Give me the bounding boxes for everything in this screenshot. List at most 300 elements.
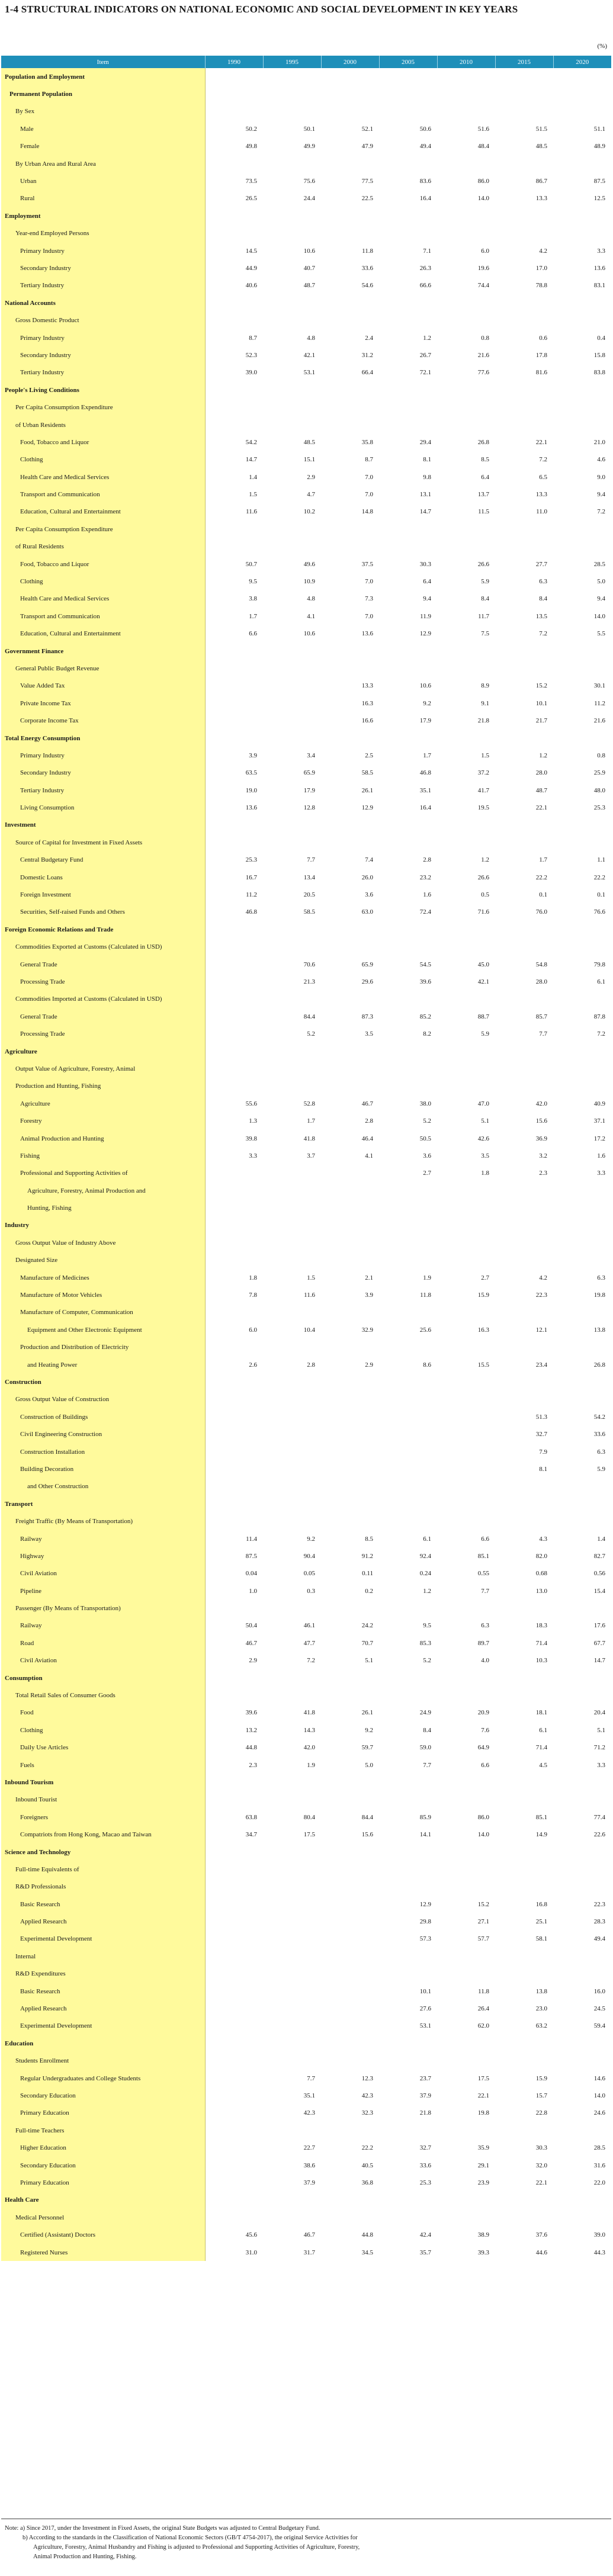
value-cell	[205, 817, 263, 834]
value-cell: 12.5	[593, 195, 605, 203]
value-cell: 59.4	[593, 2022, 605, 2030]
row-label: Female	[1, 138, 205, 155]
value-cell: 2.8	[365, 1117, 373, 1125]
table-row	[1, 677, 611, 695]
value-cell: 22.7	[303, 2144, 315, 2152]
value-cell	[437, 225, 495, 242]
value-cell	[437, 1060, 495, 1077]
value-cell: 2.3	[539, 1170, 547, 1177]
value-cell	[205, 1008, 263, 1025]
table-row	[1, 399, 611, 416]
row-label: Education, Cultural and Entertainment	[1, 503, 205, 521]
value-cell	[495, 834, 553, 851]
value-cell: 1.5	[481, 751, 489, 759]
value-cell	[263, 207, 321, 224]
value-cell: 22.1	[535, 804, 547, 812]
value-cell: 6.0	[481, 247, 489, 255]
value-cell: 5.2	[423, 1657, 431, 1665]
value-cell	[263, 294, 321, 311]
value-cell: 25.9	[593, 769, 605, 777]
value-cell: 16.3	[477, 1326, 489, 1334]
value-cell: 7.2	[539, 630, 547, 638]
value-cell: 2.4	[365, 334, 373, 342]
value-cell: 23.7	[419, 2074, 431, 2082]
value-cell: 0.2	[365, 1587, 373, 1595]
value-cell: 24.5	[593, 2005, 605, 2013]
row-label: Manufacture of Computer, Communication	[1, 1304, 205, 1321]
value-cell: 21.8	[477, 717, 489, 725]
value-cell: 31.7	[303, 2249, 315, 2256]
value-cell	[205, 695, 263, 712]
row-label: Living Consumption	[1, 799, 205, 816]
value-cell: 51.6	[477, 125, 489, 133]
value-cell	[379, 1478, 437, 1495]
value-cell	[553, 68, 611, 85]
value-cell	[321, 834, 379, 851]
row-label: Hunting, Fishing	[1, 1199, 205, 1216]
value-cell	[263, 225, 321, 242]
value-cell	[205, 1843, 263, 1861]
value-cell	[263, 85, 321, 102]
value-cell	[437, 1182, 495, 1199]
value-cell	[495, 225, 553, 242]
value-cell	[321, 2018, 379, 2035]
value-cell	[321, 416, 379, 433]
value-cell: 35.7	[419, 2249, 431, 2256]
row-label: Permanent Population	[1, 85, 205, 102]
value-cell	[205, 68, 263, 85]
value-cell	[495, 2192, 553, 2209]
table-row	[1, 1512, 611, 1530]
value-cell	[437, 207, 495, 224]
row-label: Clothing	[1, 573, 205, 590]
row-label: Secondary Industry	[1, 346, 205, 364]
value-cell	[437, 939, 495, 956]
value-cell	[321, 1774, 379, 1791]
value-cell: 26.0	[361, 873, 373, 881]
unit-label: (%)	[597, 43, 607, 50]
value-cell: 40.9	[593, 1100, 605, 1107]
table-row	[1, 503, 611, 521]
value-cell: 6.4	[423, 578, 431, 586]
value-cell	[205, 1861, 263, 1878]
value-cell	[205, 1199, 263, 1216]
value-cell	[553, 381, 611, 399]
value-cell	[379, 2192, 437, 2209]
value-cell	[495, 294, 553, 311]
value-cell	[379, 381, 437, 399]
value-cell: 17.9	[419, 717, 431, 725]
section-row	[1, 294, 611, 311]
value-cell: 3.3	[249, 1152, 257, 1159]
row-label: and Other Construction	[1, 1478, 205, 1495]
value-cell: 8.6	[423, 1361, 431, 1369]
value-cell	[205, 1512, 263, 1530]
value-cell: 30.3	[419, 560, 431, 568]
value-cell: 17.0	[535, 264, 547, 272]
value-cell: 1.1	[597, 856, 605, 864]
row-label: Secondary Industry	[1, 259, 205, 277]
value-cell	[205, 155, 263, 172]
value-cell: 57.3	[419, 1935, 431, 1943]
value-cell: 27.6	[419, 2005, 431, 2013]
value-cell	[437, 1948, 495, 1965]
value-cell	[205, 1443, 263, 1460]
value-cell	[205, 2053, 263, 2070]
value-cell: 52.8	[303, 1100, 315, 1107]
value-cell: 5.0	[365, 1761, 373, 1769]
value-cell: 6.1	[539, 1726, 547, 1734]
value-cell: 15.9	[477, 1292, 489, 1299]
value-cell: 19.8	[593, 1292, 605, 1299]
section-row	[1, 1843, 611, 1861]
value-cell: 85.1	[535, 1813, 547, 1821]
value-cell: 3.7	[307, 1152, 315, 1159]
table-row	[1, 172, 611, 189]
value-cell	[437, 2209, 495, 2226]
value-cell	[263, 1687, 321, 1704]
value-cell	[263, 1043, 321, 1060]
value-cell	[553, 1478, 611, 1495]
value-cell: 19.6	[477, 264, 489, 272]
value-cell	[321, 1861, 379, 1878]
value-cell	[495, 207, 553, 224]
value-cell	[495, 155, 553, 172]
value-cell	[495, 660, 553, 677]
value-cell	[553, 1687, 611, 1704]
value-cell	[321, 643, 379, 660]
value-cell: 4.6	[597, 456, 605, 464]
value-cell: 66.6	[419, 282, 431, 290]
value-cell	[495, 991, 553, 1008]
value-cell	[437, 538, 495, 555]
value-cell	[263, 677, 321, 695]
value-cell	[205, 294, 263, 311]
row-label: Securities, Self-raised Funds and Others	[1, 904, 205, 921]
value-cell: 86.0	[477, 178, 489, 185]
value-cell	[379, 2053, 437, 2070]
value-cell	[379, 294, 437, 311]
value-cell	[205, 85, 263, 102]
value-cell	[205, 416, 263, 433]
row-label: Applied Research	[1, 1913, 205, 1930]
value-cell: 46.1	[303, 1622, 315, 1630]
row-label: Total Retail Sales of Consumer Goods	[1, 1687, 205, 1704]
value-cell	[263, 1165, 321, 1182]
section-label: Investment	[1, 817, 205, 834]
value-cell	[321, 2053, 379, 2070]
value-cell	[205, 2174, 263, 2191]
value-cell	[321, 1669, 379, 1687]
value-cell: 46.7	[361, 1100, 373, 1107]
table-row	[1, 1878, 611, 1896]
value-cell: 19.8	[477, 2109, 489, 2117]
value-cell	[321, 2209, 379, 2226]
row-label: and Heating Power	[1, 1356, 205, 1373]
row-label: Civil Aviation	[1, 1652, 205, 1669]
value-cell: 7.7	[307, 856, 315, 864]
value-cell	[495, 1217, 553, 1234]
value-cell	[379, 1495, 437, 1512]
value-cell: 17.6	[593, 1622, 605, 1630]
value-cell: 40.7	[303, 264, 315, 272]
row-label: Corporate Income Tax	[1, 712, 205, 729]
value-cell	[205, 1460, 263, 1477]
value-cell: 7.8	[249, 1292, 257, 1299]
value-cell: 83.1	[593, 282, 605, 290]
value-cell: 23.2	[419, 873, 431, 881]
value-cell	[495, 68, 553, 85]
value-cell: 3.2	[539, 1152, 547, 1159]
value-cell	[379, 207, 437, 224]
value-cell: 9.2	[365, 1726, 373, 1734]
value-cell	[495, 1599, 553, 1617]
table-row	[1, 451, 611, 468]
value-cell	[321, 381, 379, 399]
value-cell	[379, 1217, 437, 1234]
value-cell: 21.6	[477, 351, 489, 359]
value-cell	[495, 1669, 553, 1687]
value-cell	[553, 1791, 611, 1809]
value-cell	[205, 1025, 263, 1042]
value-cell	[263, 416, 321, 433]
value-cell: 11.0	[536, 508, 547, 516]
value-cell	[379, 1599, 437, 1617]
value-cell: 50.4	[245, 1622, 257, 1630]
value-cell: 2.5	[365, 751, 373, 759]
section-row	[1, 1774, 611, 1791]
value-cell	[321, 1304, 379, 1321]
value-cell: 36.8	[361, 2179, 373, 2186]
value-cell: 26.5	[245, 195, 257, 203]
value-cell	[263, 155, 321, 172]
row-label: Secondary Industry	[1, 765, 205, 782]
row-label: Secondary Education	[1, 2087, 205, 2104]
value-cell: 76.6	[593, 908, 605, 916]
value-cell	[495, 1843, 553, 1861]
value-cell: 37.2	[477, 769, 489, 777]
value-cell: 5.2	[307, 1030, 315, 1038]
value-cell: 7.0	[365, 473, 373, 481]
value-cell	[263, 521, 321, 538]
value-cell: 54.8	[535, 961, 547, 968]
row-label: Pipeline	[1, 1582, 205, 1599]
value-cell	[321, 1599, 379, 1617]
value-cell: 42.0	[535, 1100, 547, 1107]
value-cell: 4.3	[539, 1535, 547, 1543]
table-row	[1, 1861, 611, 1878]
row-label: General Public Budget Revenue	[1, 660, 205, 677]
value-cell: 9.8	[423, 473, 431, 481]
value-cell: 25.3	[593, 804, 605, 812]
value-cell: 11.6	[304, 1292, 315, 1299]
value-cell	[437, 1791, 495, 1809]
value-cell: 62.0	[477, 2022, 489, 2030]
value-cell: 1.4	[597, 1535, 605, 1543]
value-cell	[263, 643, 321, 660]
row-label: Gross Output Value of Industry Above	[1, 1234, 205, 1251]
value-cell: 3.8	[249, 595, 257, 603]
value-cell	[379, 1078, 437, 1095]
value-cell: 84.4	[303, 1013, 315, 1020]
value-cell	[205, 311, 263, 329]
value-cell: 49.9	[303, 143, 315, 150]
table-row	[1, 1095, 611, 1112]
value-cell: 23.9	[477, 2179, 489, 2186]
value-cell	[495, 538, 553, 555]
value-cell: 26.1	[361, 1709, 373, 1717]
value-cell	[379, 1043, 437, 1060]
value-cell	[263, 1217, 321, 1234]
value-cell	[321, 1443, 379, 1460]
value-cell	[205, 2157, 263, 2174]
table-row	[1, 1304, 611, 1321]
row-label: Fishing	[1, 1147, 205, 1164]
section-label: Population and Employment	[1, 68, 205, 85]
value-cell	[495, 1060, 553, 1077]
value-cell: 1.2	[481, 856, 489, 864]
value-cell: 5.2	[423, 1117, 431, 1125]
value-cell	[321, 1460, 379, 1477]
value-cell: 15.2	[535, 682, 547, 690]
value-cell: 4.7	[307, 491, 315, 499]
value-cell: 29.6	[361, 978, 373, 985]
value-cell	[553, 1878, 611, 1896]
row-label: Experimental Development	[1, 2018, 205, 2035]
value-cell: 51.1	[593, 125, 605, 133]
value-cell: 86.0	[477, 1813, 489, 1821]
row-label: Production and Hunting, Fishing	[1, 1078, 205, 1095]
value-cell	[379, 399, 437, 416]
value-cell	[553, 225, 611, 242]
table-row	[1, 1269, 611, 1286]
value-cell	[321, 1896, 379, 1913]
row-label: Manufacture of Medicines	[1, 1269, 205, 1286]
value-cell	[379, 1408, 437, 1425]
value-cell: 7.2	[597, 508, 605, 516]
row-label: Construction of Buildings	[1, 1408, 205, 1425]
value-cell	[205, 2122, 263, 2139]
row-label: Internal	[1, 1948, 205, 1965]
value-cell: 2.6	[249, 1361, 257, 1369]
value-cell	[437, 730, 495, 747]
value-cell	[553, 538, 611, 555]
value-cell	[205, 834, 263, 851]
value-cell: 23.4	[535, 1361, 547, 1369]
value-cell: 2.9	[307, 473, 315, 481]
value-cell: 54.2	[593, 1413, 605, 1421]
table-row	[1, 329, 611, 346]
value-cell	[437, 1199, 495, 1216]
value-cell: 54.5	[419, 961, 431, 968]
value-cell	[437, 643, 495, 660]
value-cell	[321, 660, 379, 677]
value-cell: 46.8	[245, 908, 257, 916]
value-cell: 45.0	[477, 961, 489, 968]
value-cell: 42.3	[361, 2092, 373, 2099]
table-row	[1, 1078, 611, 1095]
value-cell	[495, 2035, 553, 2052]
value-cell: 15.9	[535, 2074, 547, 2082]
value-cell: 1.9	[423, 1274, 431, 1281]
value-cell: 63.0	[361, 908, 373, 916]
header-item: Item	[1, 56, 205, 68]
value-cell: 3.6	[423, 1152, 431, 1159]
value-cell: 42.4	[419, 2231, 431, 2239]
value-cell	[495, 85, 553, 102]
value-cell	[321, 2000, 379, 2017]
value-cell: 74.4	[477, 282, 489, 290]
value-cell: 18.1	[535, 1709, 547, 1717]
value-cell: 25.1	[535, 1918, 547, 1926]
table-row	[1, 747, 611, 764]
value-cell: 72.1	[419, 369, 431, 377]
table-row	[1, 277, 611, 294]
value-cell	[553, 521, 611, 538]
value-cell: 70.7	[361, 1639, 373, 1647]
row-label: Equipment and Other Electronic Equipment	[1, 1321, 205, 1338]
value-cell: 85.9	[419, 1813, 431, 1821]
value-cell: 48.7	[303, 282, 315, 290]
value-cell	[553, 1391, 611, 1408]
value-cell: 5.9	[597, 1465, 605, 1473]
value-cell: 39.3	[477, 2249, 489, 2256]
value-cell: 33.6	[593, 1431, 605, 1438]
value-cell: 5.1	[481, 1117, 489, 1125]
value-cell	[379, 1460, 437, 1477]
value-cell	[495, 399, 553, 416]
value-cell	[263, 1373, 321, 1390]
value-cell	[437, 817, 495, 834]
row-label: Tertiary Industry	[1, 364, 205, 381]
value-cell	[553, 2192, 611, 2209]
value-cell	[263, 2018, 321, 2035]
value-cell: 8.5	[365, 1535, 373, 1543]
value-cell: 9.4	[597, 595, 605, 603]
value-cell	[263, 660, 321, 677]
value-cell: 15.2	[477, 1900, 489, 1908]
value-cell: 26.8	[593, 1361, 605, 1369]
value-cell: 78.8	[535, 282, 547, 290]
value-cell: 11.8	[420, 1292, 431, 1299]
value-cell: 76.0	[535, 908, 547, 916]
row-label: Clothing	[1, 451, 205, 468]
value-cell: 51.3	[535, 1413, 547, 1421]
value-cell: 75.6	[303, 178, 315, 185]
row-label: Secondary Education	[1, 2157, 205, 2174]
section-row	[1, 207, 611, 224]
row-label: Civil Engineering Construction	[1, 1425, 205, 1443]
value-cell: 8.2	[423, 1030, 431, 1038]
value-cell: 32.3	[361, 2109, 373, 2117]
value-cell	[553, 103, 611, 120]
value-cell	[379, 1878, 437, 1896]
row-label: Primary Education	[1, 2174, 205, 2191]
value-cell: 1.6	[597, 1152, 605, 1159]
table-row	[1, 852, 611, 869]
value-cell: 49.6	[303, 560, 315, 568]
value-cell: 14.0	[593, 2092, 605, 2099]
value-cell: 65.9	[303, 769, 315, 777]
value-cell	[495, 1478, 553, 1495]
value-cell: 24.6	[593, 2109, 605, 2117]
value-cell: 67.7	[593, 1639, 605, 1647]
value-cell: 44.9	[245, 264, 257, 272]
row-label: Forestry	[1, 1112, 205, 1129]
value-cell: 32.7	[419, 2144, 431, 2152]
value-cell: 7.1	[423, 247, 431, 255]
table-row	[1, 1913, 611, 1930]
